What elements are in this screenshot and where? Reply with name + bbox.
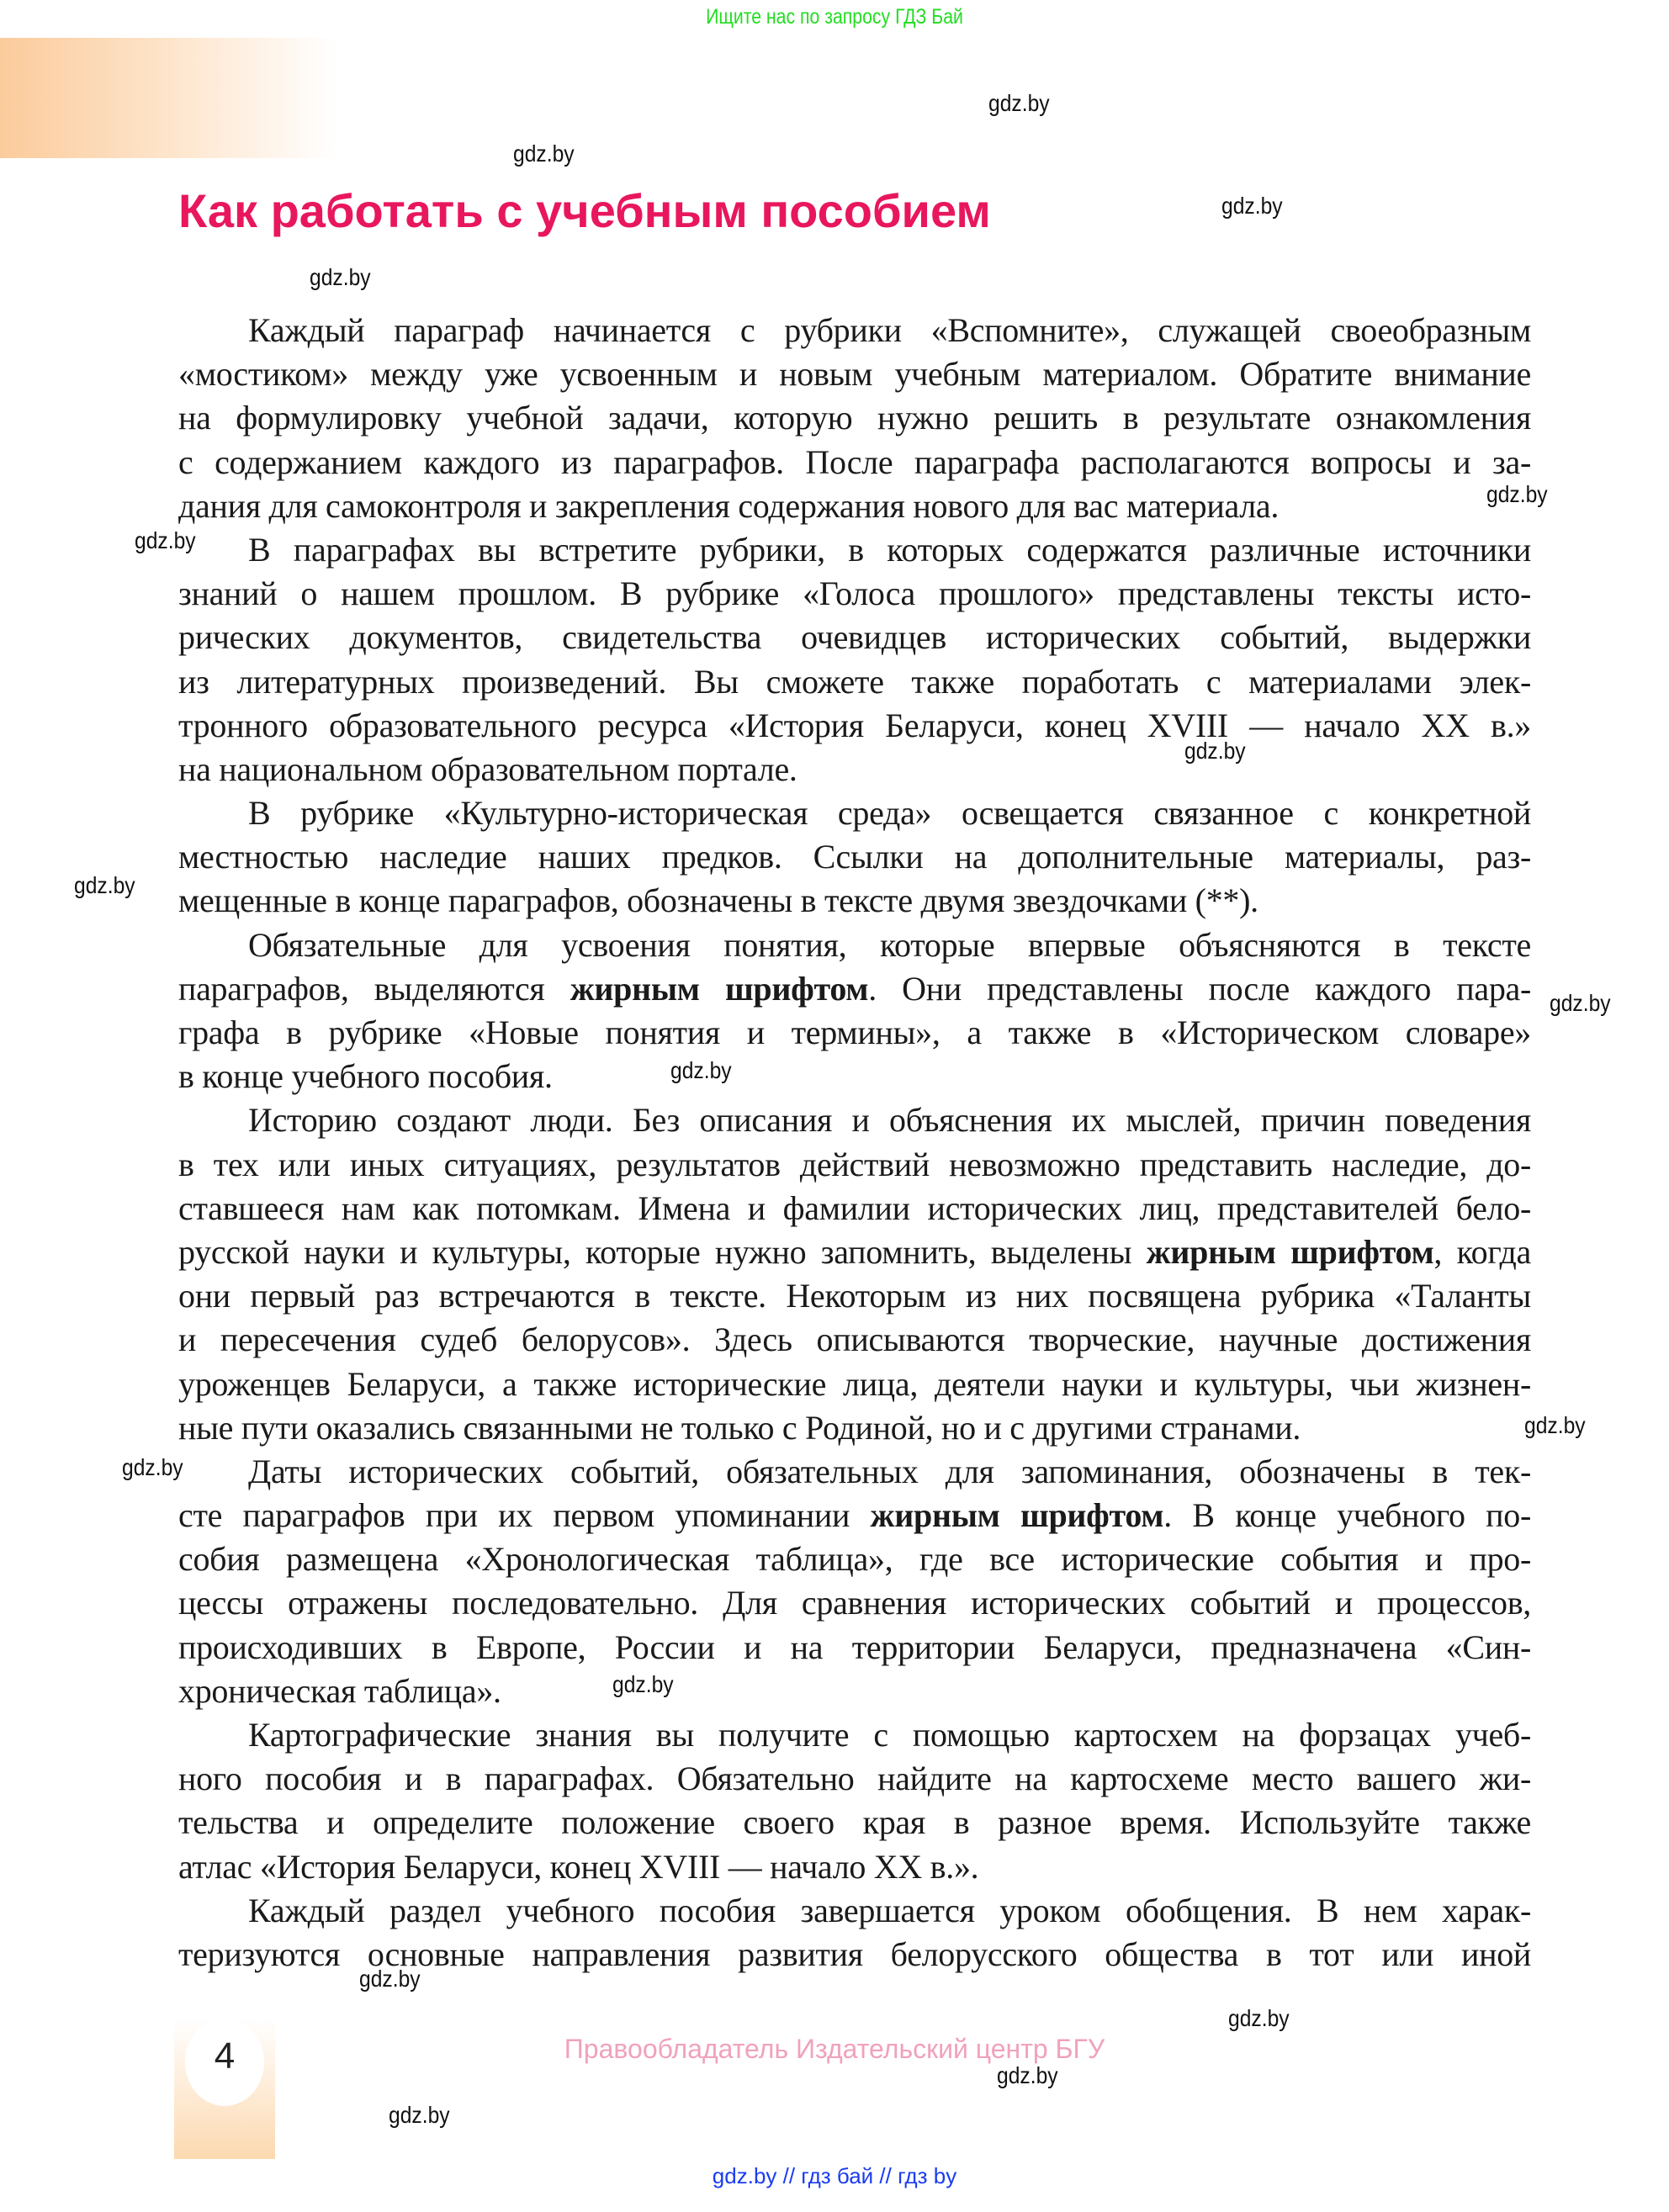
text-line <box>178 1274 1531 1318</box>
watermark-text: gdz.by <box>670 1057 732 1083</box>
watermark-text: gdz.by <box>1221 193 1283 219</box>
text-segment: ные пути оказались связанными не только с Родиной, но и с другими странами. <box>178 1408 1301 1447</box>
text-segment: дания для самоконтроля и закрепления содержания нового для вас материала. <box>178 486 1280 525</box>
text-line <box>178 1187 1531 1230</box>
text-line <box>178 1230 1531 1274</box>
text-line <box>178 923 1531 967</box>
text-segment: с содержанием каждого из параграфов. После параграфа располагаются вопросы и за- <box>178 442 1531 481</box>
page-number: 4 <box>214 2035 236 2077</box>
text-line <box>178 1670 1531 1713</box>
body-text <box>178 309 1531 1977</box>
text-line <box>178 1581 1531 1625</box>
text-segment: Обязательные для усвоения понятия, которые впервые объясняются в тексте <box>248 925 1531 964</box>
text-line <box>178 1626 1531 1670</box>
text-segment: теризуются основные направления развития белорусского общества в тот или иной <box>178 1934 1531 1973</box>
text-line <box>178 967 1531 1011</box>
text-segment: рических документов, свидетельства очевидцев исторических событий, выдержки <box>178 618 1531 657</box>
text-segment: параграфов, выделяются <box>178 969 570 1008</box>
copyright-notice: Правообладатель Издательский центр БГУ <box>564 2034 1105 2064</box>
text-segment: . Они представлены после каждого пара- <box>868 969 1531 1008</box>
watermark-text: gdz.by <box>359 1966 421 1992</box>
watermark-text: gdz.by <box>122 1454 183 1480</box>
text-line <box>178 484 1531 528</box>
text-line <box>178 1055 1531 1098</box>
text-line <box>178 704 1531 748</box>
text-line <box>178 1494 1531 1537</box>
text-segment: Историю создают люди. Без описания и объяснения их мыслей, причин поведения <box>248 1101 1531 1140</box>
text-segment: из литературных произведений. Вы сможете также поработать с материалами элек- <box>178 662 1531 701</box>
text-line <box>178 1011 1531 1055</box>
watermark-text: gdz.by <box>612 1671 674 1697</box>
page-title: Как работать с учебным пособием <box>178 184 991 237</box>
decorative-corner-gradient <box>0 38 336 158</box>
watermark-text: gdz.by <box>1486 481 1548 507</box>
text-segment: цессы отражены последовательно. Для сравнения исторических событий и процессов, <box>178 1584 1531 1622</box>
text-segment: русской науки и культуры, которые нужно запомнить, выделены <box>178 1232 1147 1271</box>
text-line <box>178 352 1531 396</box>
text-segment: ного пособия и в параграфах. Обязательно найдите на картосхеме место вашего жи- <box>178 1760 1531 1798</box>
text-line <box>178 791 1531 835</box>
text-segment: и пересечения судеб белорусов». Здесь описываются творческие, научные достижения <box>178 1320 1531 1359</box>
text-segment: на национальном образовательном портале. <box>178 749 797 788</box>
text-segment: на формулировку учебной задачи, которую нужно решить в результате ознакомления <box>178 399 1531 437</box>
text-segment: , когда <box>1433 1232 1531 1271</box>
watermark-text: gdz.by <box>135 527 196 553</box>
text-line <box>178 1801 1531 1844</box>
watermark-text: gdz.by <box>74 872 135 898</box>
text-segment: графа в рубрике «Новые понятия и термины», а также в «Историческом словаре» <box>178 1013 1531 1051</box>
text-line <box>178 528 1531 572</box>
text-segment: хроническая таблица». <box>178 1671 501 1710</box>
watermark-text: gdz.by <box>1184 738 1246 764</box>
bold-term: жирным шрифтом <box>1146 1232 1434 1271</box>
text-line <box>178 660 1531 704</box>
text-line <box>178 396 1531 440</box>
watermark-text: gdz.by <box>997 2062 1058 2088</box>
text-line <box>178 572 1531 616</box>
text-segment: ставшееся нам как потомкам. Имена и фамилии исторических лиц, представителей бело- <box>178 1188 1531 1227</box>
text-segment: знаний о нашем прошлом. В рубрике «Голоса прошлого» представлены тексты исто- <box>178 574 1531 613</box>
text-segment: мещенные в конце параграфов, обозначены в тексте двумя звездочками (**). <box>178 881 1258 920</box>
site-links[interactable]: gdz.by // гдз бай // гдз by <box>712 2163 957 2188</box>
text-line <box>178 879 1531 923</box>
text-line <box>178 748 1531 791</box>
watermark-text: gdz.by <box>988 90 1050 116</box>
text-segment: Каждый параграф начинается с рубрики «Вспомните», служащей своеобразным <box>248 311 1531 349</box>
text-line <box>178 1406 1531 1450</box>
text-line <box>178 441 1531 484</box>
text-line <box>178 1143 1531 1187</box>
text-line <box>178 1318 1531 1362</box>
text-line <box>178 616 1531 659</box>
text-line <box>178 1363 1531 1406</box>
text-segment: Каждый раздел учебного пособия завершается уроком обобщения. В нем харак- <box>248 1891 1531 1929</box>
text-line <box>178 1713 1531 1757</box>
text-segment: собия размещена «Хронологическая таблица», где все исторические события и про- <box>178 1540 1531 1579</box>
text-segment: они первый раз встречаются в тексте. Некоторым из них посвящена рубрика «Таланты <box>178 1277 1531 1315</box>
text-segment: Картографические знания вы получите с помощью картосхем на форзацах учеб- <box>248 1716 1531 1754</box>
text-line <box>178 1845 1531 1889</box>
text-segment: Даты исторических событий, обязательных для запоминания, обозначены в тек- <box>248 1452 1531 1490</box>
search-banner: Ищите нас по запросу ГДЗ Бай <box>706 5 963 29</box>
text-segment: . В конце учебного по- <box>1163 1496 1531 1535</box>
bold-term: жирным шрифтом <box>870 1496 1164 1535</box>
watermark-text: gdz.by <box>389 2102 450 2128</box>
watermark-text: gdz.by <box>513 140 575 167</box>
text-segment: тронного образовательного ресурса «История Беларуси, конец XVIII — начало XX в.» <box>178 706 1531 744</box>
watermark-text: gdz.by <box>1228 2005 1290 2031</box>
text-segment: в конце учебного пособия. <box>178 1057 553 1096</box>
text-line <box>178 309 1531 352</box>
text-segment: атлас «История Беларуси, конец XVIII — начало XX в.». <box>178 1847 979 1886</box>
text-segment: уроженцев Беларуси, а также исторические лица, деятели науки и культуры, чьи жизнен- <box>178 1364 1531 1403</box>
text-segment: в тех или иных ситуациях, результатов действий невозможно представить наследие, до- <box>178 1145 1531 1183</box>
text-line <box>178 1537 1531 1581</box>
text-line <box>178 835 1531 879</box>
text-line <box>178 1757 1531 1801</box>
bold-term: жирным шрифтом <box>570 969 869 1008</box>
watermark-text: gdz.by <box>1524 1412 1586 1438</box>
text-segment: местностью наследие наших предков. Ссылки на дополнительные материалы, раз- <box>178 838 1531 876</box>
text-segment: В параграфах вы встретите рубрики, в которых содержатся различные источники <box>248 530 1531 569</box>
text-segment: происходивших в Европе, России и на территории Беларуси, предназначена «Син- <box>178 1627 1531 1666</box>
watermark-text: gdz.by <box>1550 990 1611 1016</box>
text-line <box>178 1889 1531 1933</box>
watermark-text: gdz.by <box>310 264 371 290</box>
text-segment: В рубрике «Культурно-историческая среда» освещается связанное с конкретной <box>248 794 1531 833</box>
text-line <box>178 1450 1531 1494</box>
text-line <box>178 1933 1531 1977</box>
text-segment: тельства и определите положение своего края в разное время. Используйте также <box>178 1803 1531 1842</box>
text-segment: сте параграфов при их первом упоминании <box>178 1496 871 1535</box>
text-line <box>178 1098 1531 1142</box>
text-segment: «мостиком» между уже усвоенным и новым учебным материалом. Обратите внимание <box>178 355 1531 394</box>
